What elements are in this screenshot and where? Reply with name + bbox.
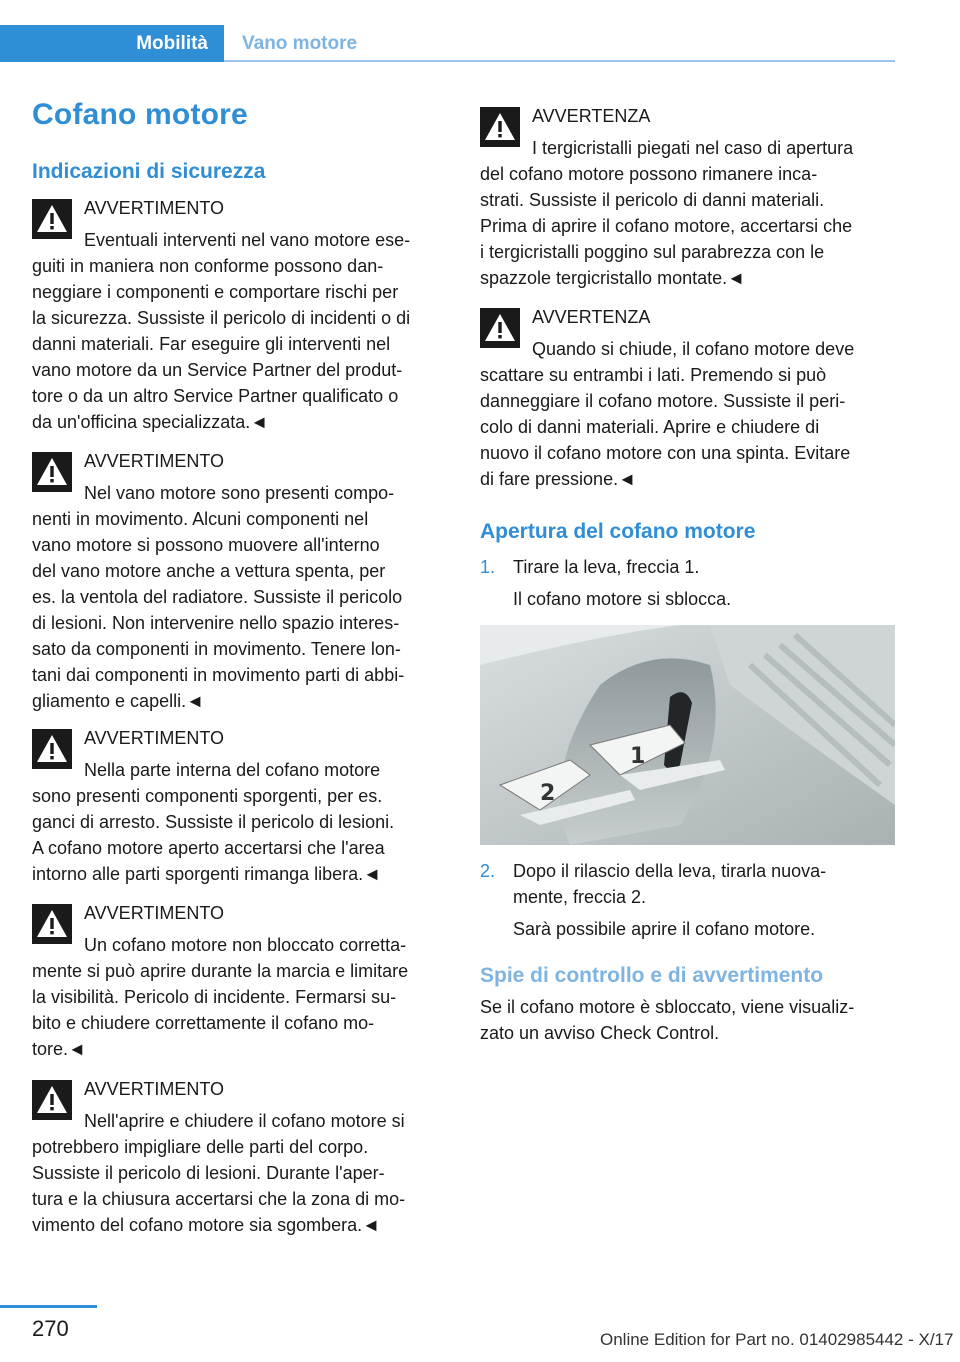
warning-text-line: I tergicristalli piegati nel caso di apertura (532, 138, 854, 158)
hood-release-lever-photo (480, 625, 895, 845)
footer-rule (0, 1305, 97, 1308)
warning-title: AVVERTENZA (532, 307, 651, 327)
page-title: Cofano motore (32, 98, 248, 131)
text-line: Se il cofano motore è sbloccato, viene visualiz- (480, 997, 855, 1017)
warning-title: AVVERTIMENTO (84, 198, 225, 218)
step-number: 1. (480, 557, 496, 577)
step-note: Il cofano motore si sblocca. (513, 589, 732, 609)
warning-text-line: nenti in movimento. Alcuni componenti nel (32, 509, 369, 529)
warning-text-line: tore o da un altro Service Partner qualificato o (32, 386, 399, 406)
warning-text-line: i tergicristalli poggino sul parabrezza con le (480, 242, 825, 262)
warning-text-line: gliamento e capelli.◄ (32, 691, 204, 711)
page-header (0, 25, 895, 62)
warning-triangle-icon (480, 308, 520, 348)
warning-triangle-icon (32, 199, 72, 239)
text-line: zato un avviso Check Control. (480, 1023, 720, 1043)
subsection-tab: Vano motore (242, 32, 358, 54)
warning-block (32, 900, 448, 1062)
warning-text-line: tura e la chiusura accertarsi che la zona di mo- (32, 1189, 406, 1209)
warning-text-line: sono presenti componenti sporgenti, per es. (32, 786, 383, 806)
warning-text-line: neggiare i componenti e comportare rischi per (32, 282, 399, 302)
warning-text-line: Un cofano motore non bloccato corretta- (84, 935, 407, 955)
warning-block (480, 304, 895, 492)
warning-text-line: sato da componenti in movimento. Tenere lon- (32, 639, 401, 659)
warning-text-line: ganci di arresto. Sussiste il pericolo di lesioni. (32, 812, 395, 832)
warning-text-line: danneggiare il cofano motore. Sussiste il peri- (480, 391, 846, 411)
warning-text-line: guiti in maniera non conforme possono dan- (32, 256, 384, 276)
warning-text-line: nuovo il cofano motore con una spinta. Evitare (480, 443, 851, 463)
warning-text-line: colo di danni materiali. Aprire e chiudere di (480, 417, 820, 437)
step-2 (480, 858, 895, 948)
lever-illustration (480, 625, 895, 845)
warning-triangle-icon (32, 904, 72, 944)
warning-title: AVVERTIMENTO (84, 1079, 225, 1099)
warning-text-line: bito e chiudere correttamente il cofano mo- (32, 1013, 375, 1033)
warning-text-line: Quando si chiude, il cofano motore deve (532, 339, 855, 359)
warning-title: AVVERTIMENTO (84, 728, 225, 748)
edition-note: Online Edition for Part no. 01402985442 - X/17 (600, 1330, 954, 1349)
warning-triangle-icon (32, 729, 72, 769)
warning-text-line: Nell'aprire e chiudere il cofano motore si (84, 1111, 405, 1131)
warning-text-line: tani dai componenti in movimento parti di abbi- (32, 665, 405, 685)
safety-heading: Indicazioni di sicurezza (32, 160, 266, 183)
warning-title: AVVERTIMENTO (84, 903, 225, 923)
step-text: Tirare la leva, freccia 1. (513, 557, 700, 577)
warning-text-line: potrebbero impigliare delle parti del corpo. (32, 1137, 369, 1157)
warning-text-line: A cofano motore aperto accertarsi che l'area (32, 838, 385, 858)
warning-text-line: Sussiste il pericolo di lesioni. Durante l'aper- (32, 1163, 385, 1183)
header-rule (224, 60, 895, 62)
arrow-label-2: 2 (540, 781, 556, 806)
warning-text-line: di lesioni. Non intervenire nello spazio interes- (32, 613, 400, 633)
warning-text-line: spazzole tergicristallo montate.◄ (480, 268, 745, 288)
warning-text-line: da un'officina specializzata.◄ (32, 412, 269, 432)
warning-text-line: strati. Sussiste il pericolo di danni materiali. (480, 190, 825, 210)
warning-text-line: del vano motore anche a vettura spenta, per (32, 561, 386, 581)
warning-text-line: es. la ventola del radiatore. Sussiste il pericolo (32, 587, 403, 607)
step-number: 2. (480, 861, 496, 881)
warning-text-line: Nella parte interna del cofano motore (84, 760, 381, 780)
warning-text-line: mente si può aprire durante la marcia e limitare (32, 961, 409, 981)
warning-text-line: tore.◄ (32, 1039, 86, 1059)
opening-heading: Apertura del cofano motore (480, 520, 756, 543)
warning-text-line: la sicurezza. Sussiste il pericolo di incidenti o di (32, 308, 411, 328)
warning-triangle-icon (480, 107, 520, 147)
warning-text-line: Eventuali interventi nel vano motore ese- (84, 230, 411, 250)
warning-text-line: di fare pressione.◄ (480, 469, 636, 489)
warning-text-line: vimento del cofano motore sia sgombera.◄ (32, 1215, 380, 1235)
step-text: Dopo il rilascio della leva, tirarla nuova- (513, 861, 827, 881)
warning-triangle-icon (32, 452, 72, 492)
warning-text-line: vano motore da un Service Partner del produt- (32, 360, 403, 380)
warning-title: AVVERTENZA (532, 106, 651, 126)
warning-text-line: del cofano motore possono rimanere inca- (480, 164, 818, 184)
indicators-heading: Spie di controllo e di avvertimento (480, 964, 824, 987)
step-1 (480, 554, 895, 614)
warning-title: AVVERTIMENTO (84, 451, 225, 471)
warning-block (32, 448, 448, 714)
indicators-text (480, 994, 854, 1046)
section-tab: Mobilità (0, 25, 224, 62)
arrow-label-1: 1 (630, 744, 646, 769)
warning-text-line: Prima di aprire il cofano motore, accertarsi che (480, 216, 853, 236)
step-note: Sarà possibile aprire il cofano motore. (513, 919, 816, 939)
warning-text-line: la visibilità. Pericolo di incidente. Fermarsi su- (32, 987, 397, 1007)
warning-block (480, 103, 895, 291)
warning-text-line: intorno alle parti sporgenti rimanga libera.◄ (32, 864, 381, 884)
warning-text-line: vano motore si possono muovere all'interno (32, 535, 380, 555)
step-text: mente, freccia 2. (513, 887, 647, 907)
warning-triangle-icon (32, 1080, 72, 1120)
warning-text-line: scattare su entrambi i lati. Premendo si può (480, 365, 827, 385)
warning-block (32, 725, 448, 887)
warning-block (32, 1076, 448, 1238)
warning-text-line: Nel vano motore sono presenti compo- (84, 483, 395, 503)
page-number: 270 (32, 1316, 69, 1341)
warning-text-line: danni materiali. Far eseguire gli interventi nel (32, 334, 391, 354)
warning-block (32, 195, 448, 435)
